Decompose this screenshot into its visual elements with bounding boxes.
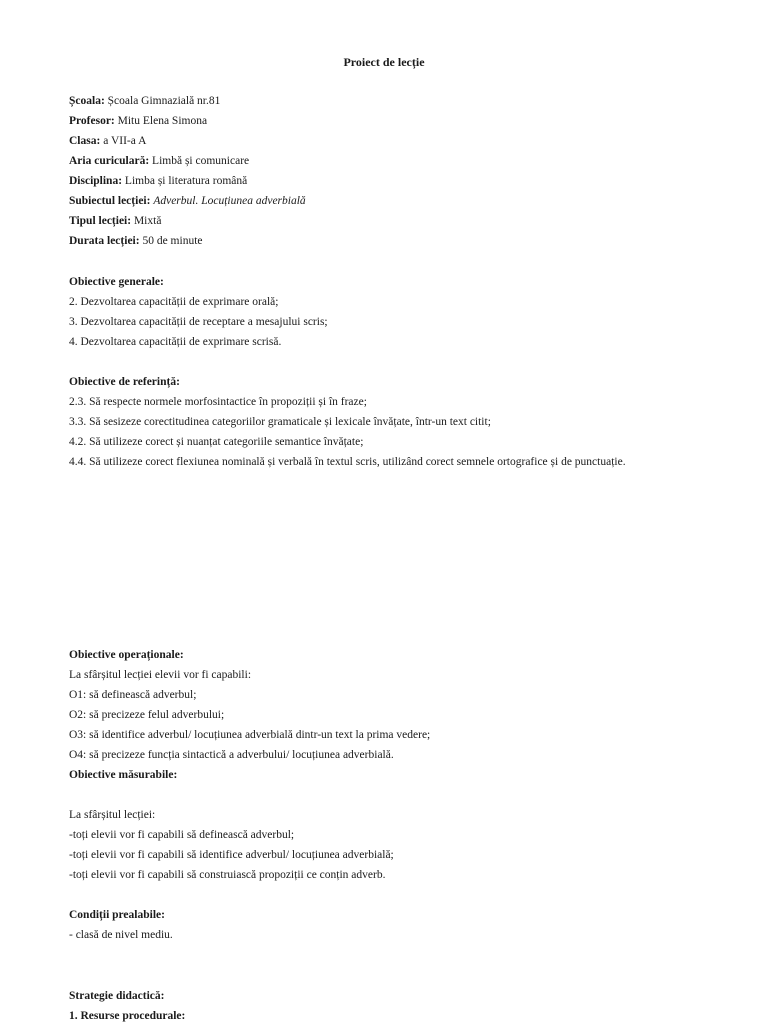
info-duration: Durata lecției: 50 de minute <box>69 235 203 247</box>
list-item: -toți elevii vor fi capabili să definească adverbul; <box>69 829 295 841</box>
list-item: O3: să identifice adverbul/ locuțiunea adverbială dintr-un text la prima vedere; <box>69 729 431 741</box>
info-teacher: Profesor: Mitu Elena Simona <box>69 115 208 127</box>
list-item: O4: să precizeze funcția sintactică a adverbului/ locuțiunea adverbială. <box>69 749 394 761</box>
list-item: O2: să precizeze felul adverbului; <box>69 709 225 721</box>
section-heading: Strategie didactică: <box>69 990 165 1002</box>
section-heading: Obiective operaționale: <box>69 649 184 661</box>
section-heading: Obiective de referință: <box>69 376 180 388</box>
list-item: La sfârșitul lecției: <box>69 809 156 821</box>
reference-objectives <box>69 372 729 472</box>
operational-objectives <box>69 645 729 785</box>
list-item: 4.4. Să utilizeze corect flexiunea nominală și verbală în textul scris, utilizând corect semnele ortografice și de punctuație. <box>69 456 626 468</box>
info-curricular-area: Aria curiculară: Limbă și comunicare <box>69 155 250 167</box>
list-item: 2.3. Să respecte normele morfosintactice în propoziții și în fraze; <box>69 396 367 408</box>
info-school: Școala: Școala Gimnazială nr.81 <box>69 95 221 107</box>
section-heading: Obiective generale: <box>69 276 164 288</box>
list-item: -toți elevii vor fi capabili să identifice adverbul/ locuțiunea adverbială; <box>69 849 394 861</box>
section-heading: Obiective măsurabile: <box>69 769 178 781</box>
list-item: 4. Dezvoltarea capacității de exprimare scrisă. <box>69 336 282 348</box>
list-item: -toți elevii vor fi capabili să construiască propoziții ce conțin adverb. <box>69 869 386 881</box>
info-class: Clasa: a VII-a A <box>69 135 147 147</box>
prerequisites <box>69 905 729 945</box>
info-discipline: Disciplina: Limba și literatura română <box>69 175 248 187</box>
general-objectives <box>69 272 729 352</box>
list-item: La sfârșitul lecției elevii vor fi capabili: <box>69 669 252 681</box>
info-subject: Subiectul lecției: Adverbul. Locuțiunea adverbială <box>69 195 306 207</box>
list-item: - clasă de nivel mediu. <box>69 929 173 941</box>
info-lesson-type: Tipul lecției: Mixtă <box>69 215 162 227</box>
lesson-info <box>69 91 729 251</box>
teaching-strategy <box>69 986 729 1026</box>
subsection-heading: 1. Resurse procedurale: <box>69 1010 186 1022</box>
list-item: O1: să definească adverbul; <box>69 689 197 701</box>
list-item: 4.2. Să utilizeze corect și nuanțat categoriile semantice învățate; <box>69 436 364 448</box>
measurable-objectives <box>69 805 729 885</box>
list-item: 3.3. Să sesizeze corectitudinea categoriilor gramaticale și lexicale învățate, într-un text citit; <box>69 416 491 428</box>
document-title: Proiect de lecție <box>343 55 425 69</box>
list-item: 3. Dezvoltarea capacității de receptare a mesajului scris; <box>69 316 328 328</box>
list-item: 2. Dezvoltarea capacității de exprimare orală; <box>69 296 279 308</box>
section-heading: Condiții prealabile: <box>69 909 165 921</box>
